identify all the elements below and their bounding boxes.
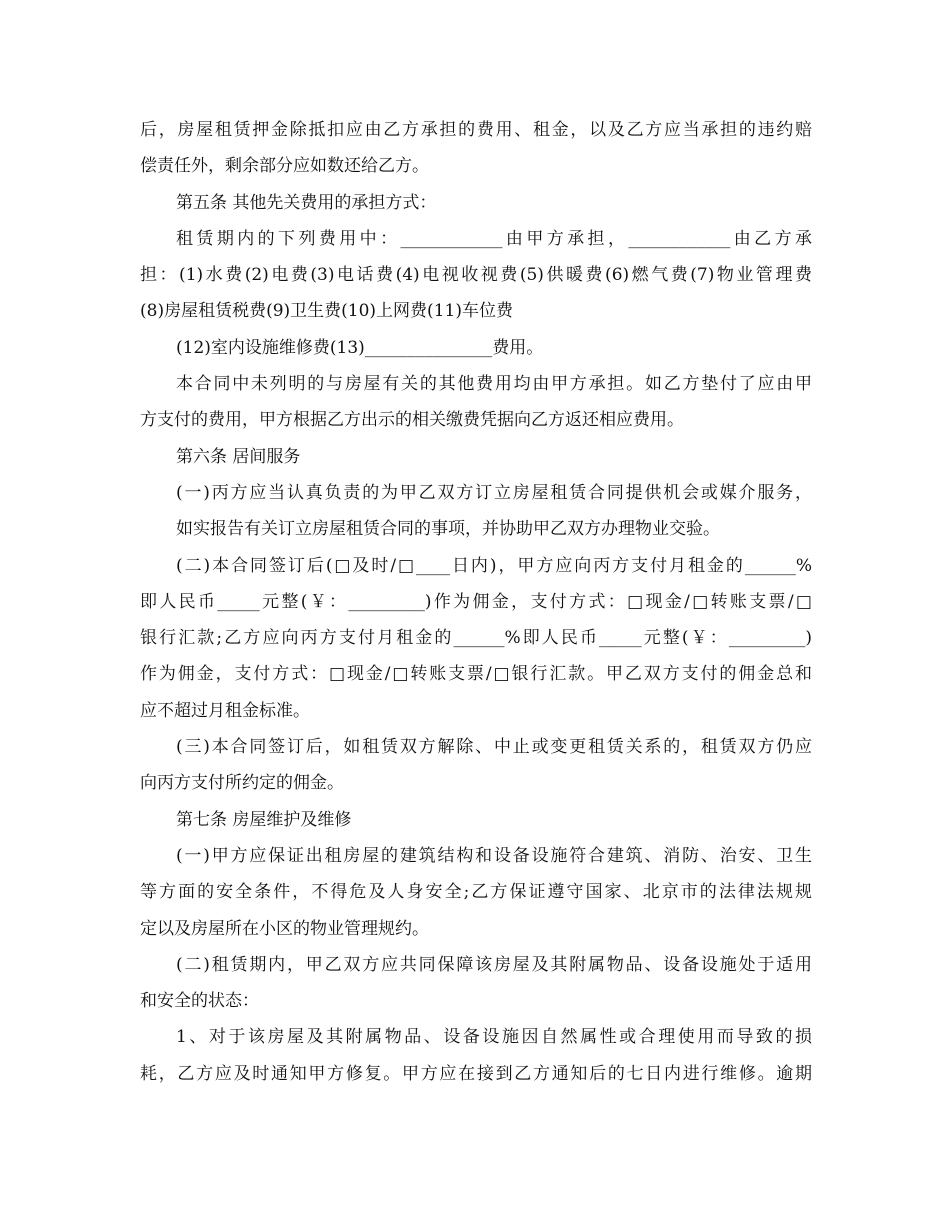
paragraph-line: 等方面的安全条件，不得危及人身安全;乙方保证遵守国家、北京市的法律法规规: [140, 882, 812, 903]
paragraph-line: 定以及房屋所在小区的物业管理规约。: [140, 918, 429, 939]
paragraph-line: 方支付的费用，甲方根据乙方出示的相关缴费凭据向乙方返还相应费用。: [140, 410, 684, 431]
paragraph-line: 银行汇款;乙方应向丙方支付月租金的______%即人民币_____元整(￥：_________): [140, 628, 812, 649]
paragraph-line: 后，房屋租赁押金除抵扣应由乙方承担的费用、租金，以及乙方应当承担的违约赔: [140, 120, 812, 140]
paragraph-line: (二)本合同签订后(□及时/□____日内)，甲方应向丙方支付月租金的______%: [176, 555, 812, 576]
paragraph-line: 向丙方支付所约定的佣金。: [140, 773, 344, 794]
paragraph-line: (一)丙方应当认真负责的为甲乙双方订立房屋租赁合同提供机会或媒介服务，: [176, 482, 812, 503]
paragraph-line: 如实报告有关订立房屋租赁合同的事项，并协助甲乙双方办理物业交验。: [176, 519, 720, 540]
contract-text: [140, 112, 812, 1092]
paragraph-line: 偿责任外，剩余部分应如数还给乙方。: [140, 156, 429, 177]
article-heading: 第六条 居间服务: [176, 446, 301, 467]
paragraph-line: 本合同中未列明的与房屋有关的其他费用均由甲方承担。如乙方垫付了应由甲: [176, 374, 812, 395]
paragraph-line: (一)甲方应保证出租房屋的建筑结构和设备设施符合建筑、消防、治安、卫生: [176, 845, 812, 866]
paragraph-line: (三)本合同签订后，如租赁双方解除、中止或变更租赁关系的，租赁双方仍应: [176, 737, 812, 758]
article-heading: 第五条 其他先关费用的承担方式：: [176, 192, 437, 213]
paragraph-line: 应不超过月租金标准。: [140, 700, 310, 721]
paragraph-line: 和安全的状态：: [140, 991, 259, 1012]
paragraph-line: (二)租赁期内，甲乙双方应共同保障该房屋及其附属物品、设备设施处于适用: [176, 954, 812, 975]
paragraph-line: (8)房屋租赁税费(9)卫生费(10)上网费(11)车位费: [140, 301, 513, 322]
paragraph-line: 作为佣金，支付方式：□现金/□转账支票/□银行汇款。甲乙双方支付的佣金总和: [140, 664, 812, 685]
article-heading: 第七条 房屋维护及维修: [176, 809, 352, 830]
paragraph-line: (12)室内设施维修费(13)_______________费用。: [176, 337, 544, 358]
paragraph-line: 耗，乙方应及时通知甲方修复。甲方应在接到乙方通知后的七日内进行维修。逾期: [140, 1063, 812, 1084]
paragraph-line: 即人民币_____元整(￥：_________)作为佣金，支付方式：□现金/□转账支票/□: [140, 591, 812, 612]
paragraph-line: 租赁期内的下列费用中：____________由甲方承担，____________由乙方承: [176, 228, 812, 249]
paragraph-line: 1、对于该房屋及其附属物品、设备设施因自然属性或合理使用而导致的损: [176, 1027, 812, 1048]
paragraph-line: 担：(1)水费(2)电费(3)电话费(4)电视收视费(5)供暖费(6)燃气费(7)物业管理费: [140, 265, 812, 286]
